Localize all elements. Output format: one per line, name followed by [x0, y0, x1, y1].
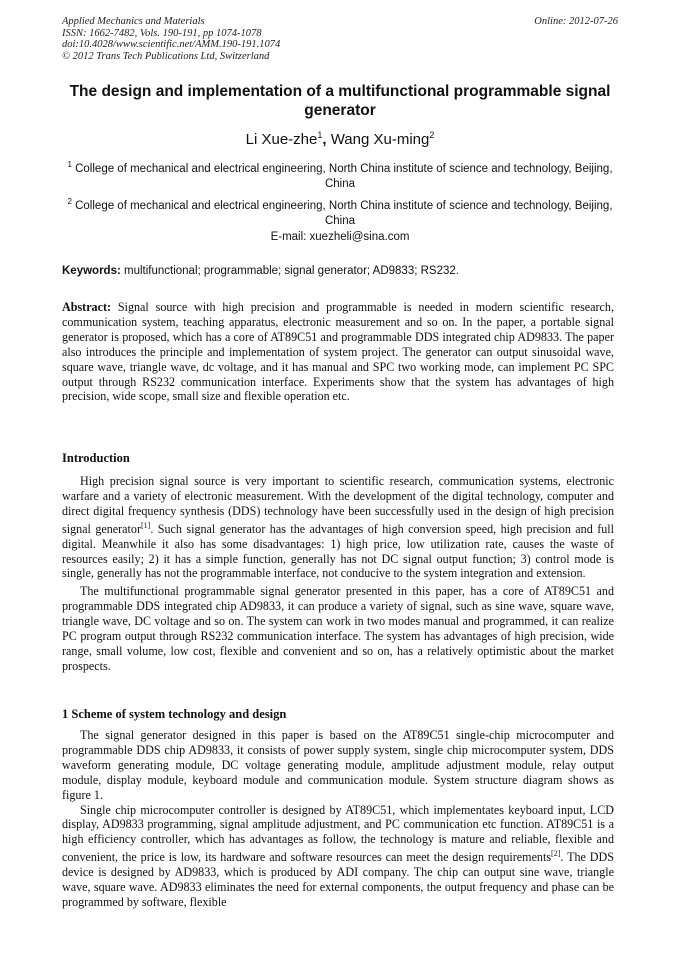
introduction-paragraph-2: The multifunctional programmable signal generator presented in this paper, has a core of AT89C51 and programmable DDS integrated chip AD9833, it can produce a variety of signal, such as sine wave, square wave, triangle wave, DC voltage and so on. The system can work in two modes manual and programmed, it can realize PC program output through RS232 communication interface. The system has advantages of high precision, wide range, small volume, low cost, flexible and convenient and so on, has a relatively optimistic about the market prospects. — [62, 584, 614, 673]
affiliation-2-marker: 2 — [67, 197, 72, 206]
affiliation-1-marker: 1 — [67, 160, 72, 169]
doi-line: doi:10.4028/www.scientific.net/AMM.190-191.1074 — [62, 39, 281, 50]
author-2: Wang Xu-ming — [330, 131, 430, 148]
citation-1: [1] — [140, 520, 151, 530]
affiliation-1-text: College of mechanical and electrical engineering, North China institute of science and technology, Beijing, China — [75, 162, 613, 190]
introduction-heading: Introduction — [62, 451, 130, 465]
publication-header — [62, 16, 618, 62]
paper-title: The design and implementation of a multifunctional programmable signal generator — [69, 83, 611, 119]
section-1-paragraph-1: The signal generator designed in this paper is based on the AT89C51 single-chip microcomputer and programmable DDS chip AD9833, it consists of power supply system, single chip microcomputer system, DDS waveform generating module, DC voltage generating module, amplitude adjustment module, relay output module, display module, keyboard module and communication module. System structure diagram shows as figure 1. — [62, 728, 614, 802]
keywords — [62, 265, 618, 277]
keywords-label: Keywords: — [62, 265, 121, 277]
introduction-body — [62, 474, 614, 674]
author-1: Li Xue-zhe — [245, 131, 318, 148]
introduction-paragraph-1 — [62, 474, 614, 581]
issn-line: ISSN: 1662-7482, Vols. 190-191, pp 1074-1078 — [62, 27, 262, 39]
abstract — [62, 300, 614, 404]
email-line: E-mail: xuezheli@sina.com — [270, 231, 410, 243]
keywords-text: multifunctional; programmable; signal generator; AD9833; RS232. — [124, 265, 459, 277]
sec1-p2-text-b: . The DDS device is designed by AD9833, which is produced by ADI company. The chip can output sine wave, triangle wave, square wave. AD9833 eliminates the need for external components, the output frequency and phase can be programmed by software, flexible — [62, 850, 614, 909]
section-1-body — [62, 728, 614, 910]
author-2-affil: 2 — [429, 130, 435, 140]
intro-p1-text-b: . Such signal generator has the advantages of high conversion speed, high precision and full digital. Meanwhile it also has some disadvantages: 1) high price, low utilization rate, causes the waste of resources easily; 2) it has a simple function, generally has not DC signal output function; 3) control mode is single, generally has not the programmable interface, not conducive to the system integration and extension. — [62, 521, 614, 581]
copyright-line: © 2012 Trans Tech Publications Ltd, Switzerland — [62, 50, 270, 62]
abstract-paragraph — [62, 300, 614, 404]
author-separator: , — [322, 131, 331, 148]
section-1-heading: 1 Scheme of system technology and design — [62, 707, 287, 721]
online-date: Online: 2012-07-26 — [534, 16, 618, 27]
abstract-text: Signal source with high precision and programmable is needed in modern scientific research, communication system, teaching apparatus, electronic measurement and so on. In the paper, a portable signal generator is proposed, which has a core of AT89C51 and programmable DDS integrated chip AD9833. The paper also introduces the principle and implementation of system project. The generator can output sinusoidal wave, square wave, triangle wave, dc voltage, and it has manual and SPC two working mode, can implement PC SPC output through RS232 communication interface. Experiments show that the system has advantages of high precision, wide scope, small size and flexible operation etc. — [62, 300, 614, 404]
abstract-label: Abstract: — [62, 300, 112, 314]
affiliation-1 — [62, 157, 618, 192]
affiliation-2 — [62, 194, 618, 229]
author-line — [62, 130, 618, 148]
citation-2: [2] — [551, 849, 561, 859]
sec1-p2-text-a: Single chip microcomputer controller is designed by AT89C51, which implementates keyboard input, LCD display, AD9833 programming, signal amplitude adjustment, and PC communication etc function. AT89C51 is a high efficiency controller, which has advantages as follow, the technology is mature and reliable, flexible and convenient, the price is low, its hardware and software resources can meet the design requirements — [62, 802, 614, 865]
section-1-paragraph-2 — [62, 803, 614, 910]
intro-p1-text-a: High precision signal source is very important to scientific research, communication systems, electronic warfare and a variety of electronic measurement. With the development of the digital technology, computer and direct digital frequency synthesis (DDS) technology have been successfully used in the design of high precision signal generator — [62, 474, 614, 536]
author-1-affil: 1 — [317, 130, 323, 140]
journal-name: Applied Mechanics and Materials — [62, 16, 205, 27]
affiliation-2-text: College of mechanical and electrical engineering, North China institute of science and technology, Beijing, China — [75, 199, 613, 227]
